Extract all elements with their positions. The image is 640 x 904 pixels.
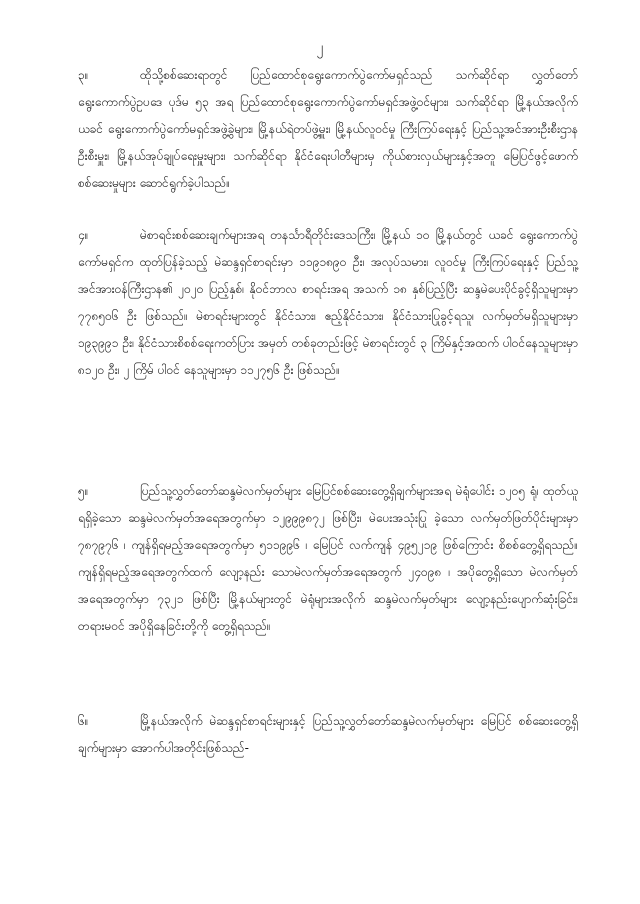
paragraph-number: ၅။ (78, 484, 89, 498)
paragraph-4 (78, 222, 578, 384)
paragraph-number: ၆။ (78, 714, 89, 728)
paragraph-number: ၄။ (78, 228, 89, 242)
paragraph-text: ထိုသို့စစ်ဆေးရာတွင် ပြည်ထောင်စုရွေးကောက်ပွဲကော်မရှင်သည် သက်ဆိုင်ရာ လွှတ်တော် ရွေးကောက်ပွဲဥပဒေ ပုဒ်မ ၅၃ အရ ပြည်ထောင်စုရွေးကောက်ပွဲကော်မရှင်အဖွဲ့ဝင်များ၊ သက်ဆိုင်ရာ မြို့နယ်အလိုက် ယခင် ရွေးကောက်ပွဲကော်မရှင်အဖွဲ့ခွဲများ၊ မြို့နယ်ရဲတပ်ဖွဲ့မှူး၊ မြို့နယ်လူဝင်မှု ကြီးကြပ်ရေးနှင့် ပြည်သူ့အင်အားဦးစီးဌာနဦးစီးမှူး၊ မြို့နယ်အုပ်ချုပ်ရေးမှူးများ၊ သက်ဆိုင်ရာ နိုင်ငံရေးပါတီများမှ ကိုယ်စားလှယ်များနှင့်အတူ မြေပြင်ဖွင့်ဖောက်စစ်ဆေးမှုများ ဆောင်ရွက်ခဲ့ပါသည်။ (78, 68, 578, 190)
paragraph-6 (78, 708, 578, 762)
paragraph-text: မြို့နယ်အလိုက် မဲဆန္ဒရှင်စာရင်းများနှင့် ပြည်သူ့လွှတ်တော်ဆန္ဒမဲလက်မှတ်များ မြေပြင် စစ်ဆေးတွေ့ရှိချက်များမှာ အောက်ပါအတိုင်းဖြစ်သည်- (78, 714, 578, 755)
paragraph-text: ပြည်သူ့လွှတ်တော်ဆန္ဒမဲလက်မှတ်များ မြေပြင်စစ်ဆေးတွေ့ရှိချက်များအရ မဲရုံပေါင်း ၁၂၀၅ ရုံ၊ ထုတ်ယူရရှိခဲ့သော ဆန္ဒမဲလက်မှတ်အရေအတွက်မှာ ၁၂၉၉၉၈၇၂ ဖြစ်ပြီး၊ မဲပေးအသုံးပြု ခဲ့သော လက်မှတ်ဖြတ်ပိုင်းများမှာ ၇၈၇၉၇၆ ၊ ကျန်ရှိရမည့်အရေအတွက်မှာ ၅၁၁၉၉၆ ၊ မြေပြင် လက်ကျန် ၄၉၅၂၁၉ ဖြစ်ကြောင်း စိစစ်တွေ့ရှိရသည်။ ကျန်ရှိရမည့်အရေအတွက်ထက် လျော့နည်း သောမဲလက်မှတ်အရေအတွက် ၂၄၀၉၈ ၊ အပိုတွေ့ရှိသော မဲလက်မှတ်အရေအတွက်မှာ ၇၃၂၁ ဖြစ်ပြီး မြို့နယ်များတွင် မဲရုံများအလိုက် ဆန္ဒမဲလက်မှတ်များ လျော့နည်းပျောက်ဆုံးခြင်း၊ တရားမဝင် အပိုရှိနေခြင်းတို့ကို တွေ့ရှိရသည်။ (78, 484, 578, 633)
page-number: ၂ (316, 40, 324, 56)
paragraph-number: ၃။ (78, 68, 89, 82)
paragraph-5 (78, 478, 578, 640)
paragraph-text: မဲစာရင်းစစ်ဆေးချက်များအရ တနင်္သာရီတိုင်းဒေသကြီး၊ မြို့နယ် ၁၀ မြို့နယ်တွင် ယခင် ရွေးကောက်ပွဲကော်မရှင်က ထုတ်ပြန်ခဲ့သည့် မဲဆန္ဒရှင်စာရင်းမှာ ၁၁၉၁၈၉၀ ဦး၊ အလုပ်သမား၊ လူဝင်မှု ကြီးကြပ်ရေးနှင့် ပြည်သူ့အင်အားဝန်ကြီးဌာန၏ ၂၀၂၀ ပြည့်နှစ်၊ နိုဝင်ဘာလ စာရင်းအရ အသက် ၁၈ နှစ်ပြည့်ပြီး ဆန္ဒမဲပေးပိုင်ခွင့်ရှိသူများမှာ ၇၇၈၅၀၆ ဦး ဖြစ်သည်။ မဲစာရင်းများတွင် နိုင်ငံသား၊ ဧည့်နိုင်ငံသား၊ နိုင်ငံသားပြုခွင့်ရသူ၊ လက်မှတ်မရှိသူများမှာ ၁၉၃၉၉၁ ဦး၊ နိုင်ငံသားစိစစ်ရေးကတ်ပြား အမှတ် တစ်ခုတည်းဖြင့် မဲစာရင်းတွင် ၃ ကြိမ်နှင့်အထက် ပါဝင်နေသူများမှာ ၈၁၂၀ ဦး၊ ၂ ကြိမ် ပါဝင် နေသူများမှာ ၁၁၂၇၅၆ ဦး ဖြစ်သည်။ (78, 228, 578, 377)
paragraph-3 (78, 62, 578, 197)
